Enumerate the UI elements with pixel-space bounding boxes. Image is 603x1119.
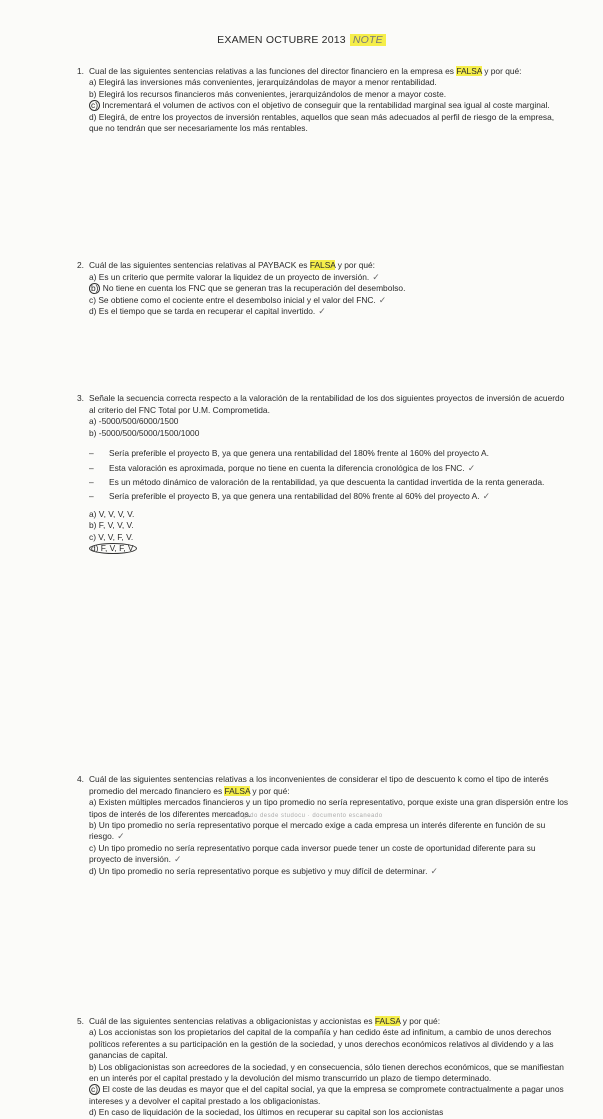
check-mark-icon: ✓ xyxy=(430,865,438,876)
option-d: d) Es el tiempo que se tarda en recuperar el capital invertido. ✓ xyxy=(89,306,326,317)
question-stem: Cual de las siguientes sentencias relativas a las funciones del director financiero en la empresa es FALSA y por qué: xyxy=(89,66,522,76)
statement-4: – Sería preferible el proyecto B, ya que genera una rentabilidad del 80% frente al 60% del proyecto A. ✓ xyxy=(89,491,491,502)
answer-a: a) V, V, V, V. xyxy=(89,508,135,519)
option-c: c) El coste de las deudas es mayor que el del capital social, ya que la empresa se compromete contractualmente a pagar unos intereses y a devolver el capital prestado a los obligacionistas. xyxy=(89,1084,564,1106)
option-d: d) En caso de liquidación de la sociedad, los últimos en recuperar su capital son los accionistas xyxy=(89,1107,444,1118)
page-footer: Descargado desde studocu · documento escaneado xyxy=(220,813,383,819)
question-4: 4. Cuál de las siguientes sentencias relativas a los inconvenientes de considerar el tipo de descuento k como el tipo de interés promedio del mercado financiero es FALSA y por qué: a) Existen múltiples mercados financieros y un tipo promedio no sería representativo, porque existe una gran dispersión entre los tipos de interés de los diferentes mercados. b) Un tipo promedio no sería representativo porque el mercado exige a cada empresa un interés diferente en función de su riesgo. ✓ c) Un tipo promedio no sería representativo porque cada inversor puede tener un coste de oportunidad diferente para su proyecto de inversión. ✓ d) Un tipo promedio no sería representativo porque es subjetivo y muy difícil de determinar. ✓ xyxy=(77,774,569,876)
question-stem: Cuál de las siguientes sentencias relativas a los inconvenientes de considerar el tipo de descuento k como el tipo de interés promedio del mercado financiero es FALSA y por qué: xyxy=(89,774,549,796)
option-b: b) Un tipo promedio no sería representativo porque el mercado exige a cada empresa un interés diferente en función de su riesgo. ✓ xyxy=(89,819,546,842)
question-1: 1. Cual de las siguientes sentencias relativas a las funciones del director financiero en la empresa es FALSA y por qué: a) Elegirá las inversiones más convenientes, jerarquizándolas de mayor a menor rentabilidad. b) Elegirá los recursos financieros más convenientes, jerarquizándolos de menor a mayor coste. c) Incrementará el volumen de activos con el objetivo de conseguir que la rentabilidad marginal sea igual al coste marginal. d) Elegirá, de entre los proyectos de inversión rentables, aquellos que sean más adecuados al perfil de riesgo de la empresa, que no tendrán que ser necesariamente los más rentables. xyxy=(63,66,569,134)
statement-1: – Sería preferible el proyecto B, ya que genera una rentabilidad del 180% frente al 160% del proyecto A. xyxy=(89,448,489,459)
option-a: a) Los accionistas son los propietarios del capital de la compañía y han cedido éste ad infinitum, a cambio de unos derechos políticos referentes a su participación en la gestión de la sociedad, y unos derechos económicos relativos al dividendo y a las ganancias de capital. xyxy=(89,1027,554,1061)
question-stem: Cuál de las siguientes sentencias relativas al PAYBACK es FALSA y por qué: xyxy=(89,260,375,271)
question-stem: Cuál de las siguientes sentencias relativas a obligacionistas y accionistas es FALSA y por qué: xyxy=(89,1016,441,1026)
circled-answer: c) xyxy=(91,1084,98,1095)
project-b: b) -5000/500/5000/1500/1000 xyxy=(89,427,200,438)
answer-d xyxy=(89,543,569,554)
question-2: 2. Cuál de las siguientes sentencias relativas al PAYBACK es FALSA y por qué: a) Es un criterio que permite valorar la liquidez de un proyecto de inversión. ✓ b) No tiene en cuenta los FNC que se generan tras la recuperación del desembolso. c) Se obtiene como el cociente entre el desembolso inicial y el valor del FNC. ✓ d) Es el tiempo que se tarda en recuperar el capital invertido. ✓ xyxy=(63,260,569,317)
option-a: a) Existen múltiples mercados financieros y un tipo promedio no sería representativo, porque existe una gran dispersión entre los tipos de interés de los diferentes mercados. xyxy=(89,797,569,819)
question-5: 5. Cuál de las siguientes sentencias relativas a obligacionistas y accionistas es FALSA y por qué: a) Los accionistas son los propietarios del capital de la compañía y han cedido éste ad infinitum, a cambio de unos derechos políticos referentes a su participación en la gestión de la sociedad, y unos derechos económicos relativos al dividendo y a las ganancias de capital. b) Los obligacionistas son acreedores de la sociedad, y en consecuencia, sólo tienen derechos económicos, que se manifiestan en un interés por el capital prestado y la devolución del mismo transcurrido un plazo de tiempo determinado. c) El coste de las deudas es mayor que el del capital social, ya que la empresa se compromete contractualmente a pagar unos intereses y a devolver el capital prestado a los obligacionistas. d) En caso de liquidación de la sociedad, los últimos en recuperar su capital son los accionistas xyxy=(63,1016,569,1119)
statement-2: – Esta valoración es aproximada, porque no tiene en cuenta la diferencia cronológica de los FNC. ✓ xyxy=(89,462,476,473)
circled-answer: c) xyxy=(91,100,98,111)
option-b: b) Los obligacionistas son acreedores de la sociedad, y en consecuencia, sólo tienen derechos económicos, que se manifiestan en un interés por el capital prestado y la devolución del mismo transcurrido un plazo de tiempo determinado. xyxy=(89,1061,564,1084)
statement-3: – Es un método dinámico de valoración de la rentabilidad, ya que descuenta la cantidad invertida de la renta generada. xyxy=(89,476,545,487)
check-mark-icon: ✓ xyxy=(318,306,326,317)
answer-b: b) F, V, V, V. xyxy=(89,520,134,531)
handwritten-note: NOTE xyxy=(350,34,386,46)
answer-c: c) V, V, F, V. xyxy=(89,531,134,542)
project-a: a) -5000/500/6000/1500 xyxy=(89,416,179,427)
question-3: 3. Señale la secuencia correcta respecto a la valoración de la rentabilidad de los dos siguientes proyectos de inversión de acuerdo al criterio del FNC Total por U.M. Comprometida. a) -5000/500/6000/1500 b) -5000/500/5000/1500/1000 – Sería preferible el proyecto B, ya que genera una rentabilidad del 180% frente al 160% del proyecto A. – Esta valoración es aproximada, porque no tiene en cuenta la diferencia cronológica de los FNC. ✓ – Es un método dinámico de valoración de la rentabilidad, ya que descuenta la cantidad invertida de la renta generada. – Sería preferible el proyecto B, ya que genera una rentabilidad del 80% frente al 60% del proyecto A. ✓ a) V, V, V, V. b) F, V, V, V. c) V, V, F, V. d) F, V, F, V. xyxy=(63,393,569,554)
check-mark-icon: ✓ xyxy=(467,462,476,473)
option-b: b) Elegirá los recursos financieros más convenientes, jerarquizándolos de menor a mayor coste. xyxy=(89,88,447,99)
check-mark-icon: ✓ xyxy=(117,831,125,842)
check-mark-icon: ✓ xyxy=(378,294,387,305)
exam-title: EXAMEN OCTUBRE 2013 NOTE xyxy=(0,34,603,46)
option-c: c) Un tipo promedio no sería representativo porque cada inversor puede tener un coste de oportunidad diferente para su proyecto de inversión. ✓ xyxy=(89,842,536,865)
option-a: a) Elegirá las inversiones más convenientes, jerarquizándolas de mayor a menor rentabilidad. xyxy=(89,77,437,88)
option-c: c) Se obtiene como el cociente entre el desembolso inicial y el valor del FNC. ✓ xyxy=(89,294,387,305)
option-a: a) Es un criterio que permite valorar la liquidez de un proyecto de inversión. ✓ xyxy=(89,271,380,282)
option-d: d) Un tipo promedio no sería representativo porque es subjetivo y muy difícil de determinar. ✓ xyxy=(89,865,438,876)
circled-answer: b) xyxy=(91,283,99,294)
check-mark-icon: ✓ xyxy=(173,854,182,865)
check-mark-icon: ✓ xyxy=(372,271,380,282)
check-mark-icon: ✓ xyxy=(482,491,491,502)
option-d: d) Elegirá, de entre los proyectos de inversión rentables, aquellos que sean más adecuados al perfil de riesgo de la empresa, que no tendrán que ser necesariamente los más rentables. xyxy=(89,111,555,134)
question-stem: Señale la secuencia correcta respecto a la valoración de la rentabilidad de los dos siguientes proyectos de inversión de acuerdo al criterio del FNC Total por U.M. Comprometida. xyxy=(89,393,565,415)
circled-answer: d) F, V, F, V. xyxy=(91,542,136,553)
option-b: b) No tiene en cuenta los FNC que se generan tras la recuperación del desembolso. xyxy=(91,283,406,294)
option-c: c) Incrementará el volumen de activos con el objetivo de conseguir que la rentabilidad marginal sea igual al coste marginal. xyxy=(91,100,550,111)
